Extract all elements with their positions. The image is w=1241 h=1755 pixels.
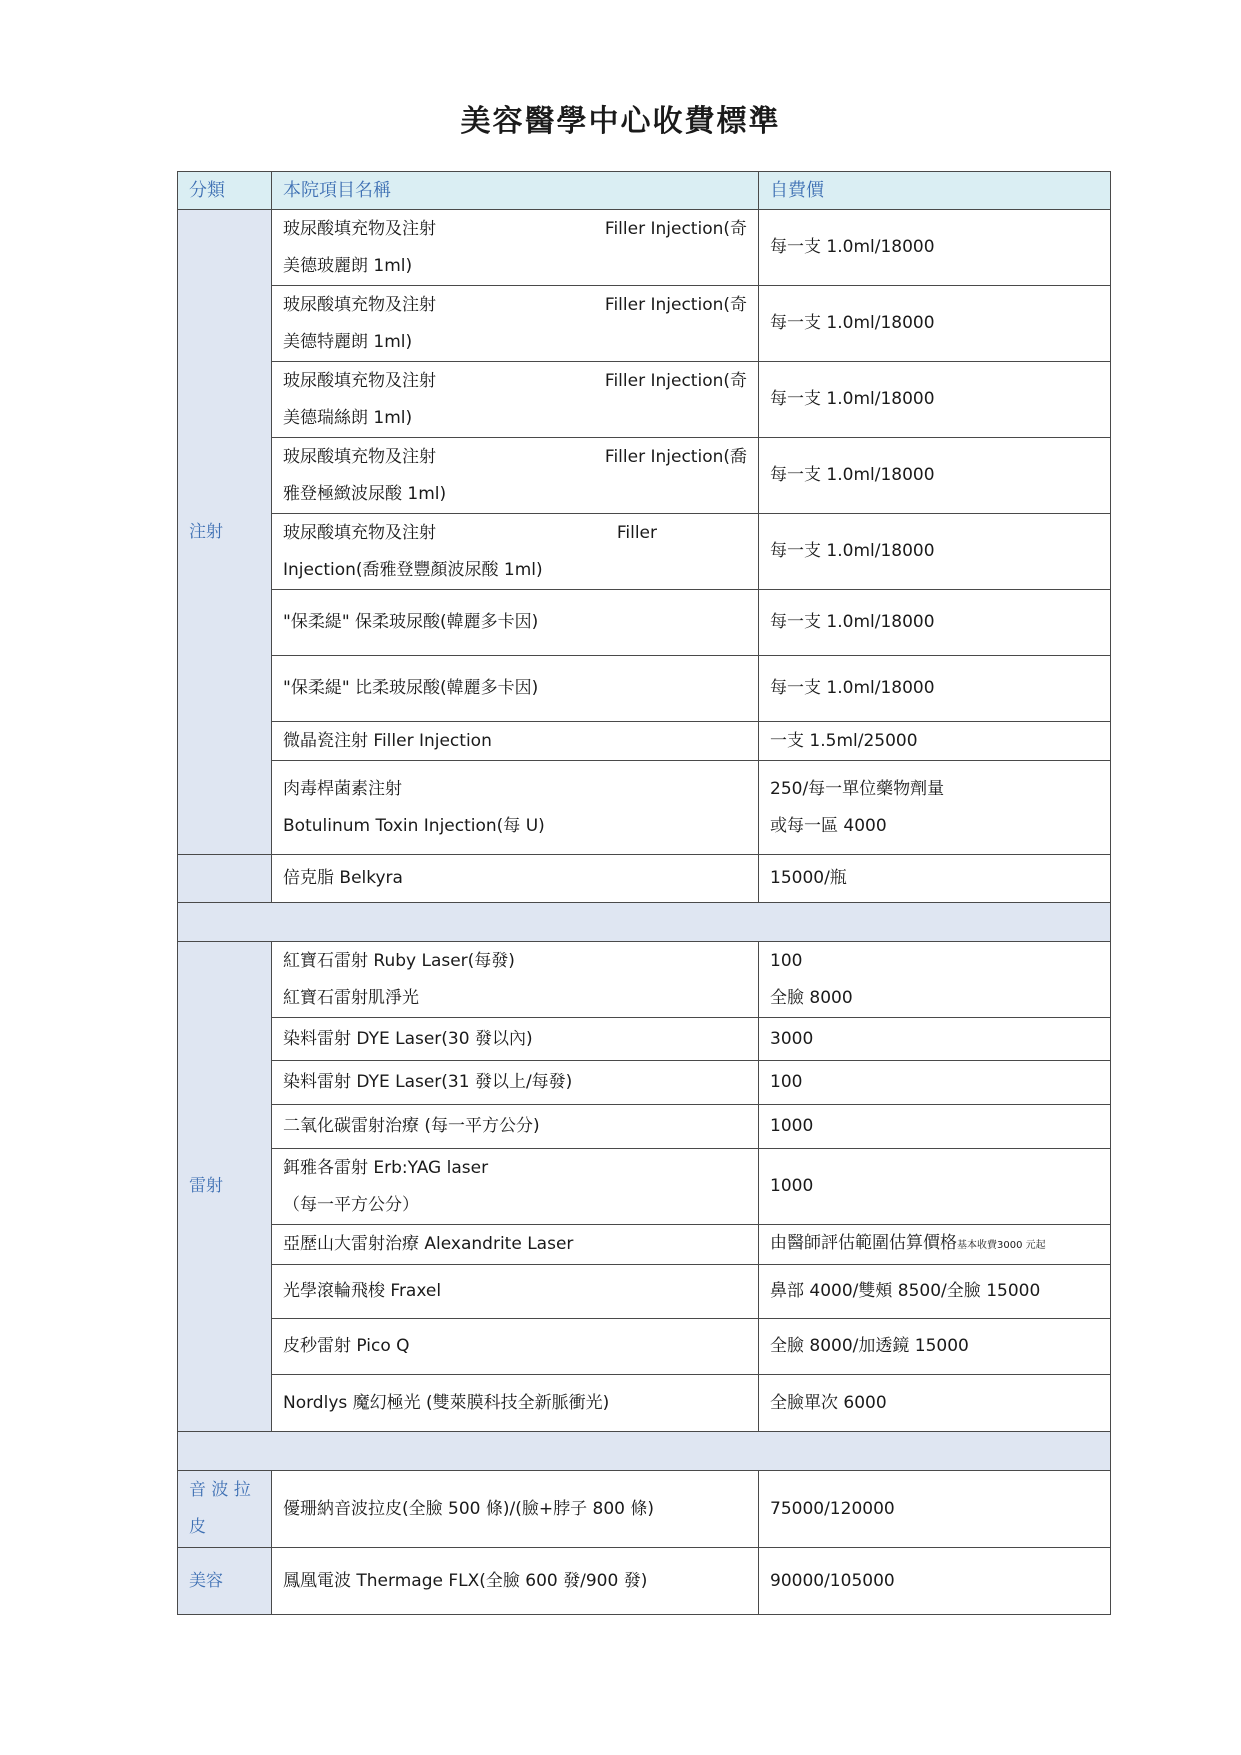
item-cell: 玻尿酸填充物及注射 Filler Injection(奇 美德特麗朗 1ml) (272, 286, 759, 362)
table-row (178, 761, 1111, 855)
table-row (178, 1225, 1111, 1265)
item-cell: 染料雷射 DYE Laser(30 發以內) (272, 1018, 759, 1061)
header-price: 自費價 (759, 172, 1111, 210)
item-cell: 鳳凰電波 Thermage FLX(全臉 600 發/900 發) (272, 1548, 759, 1615)
price-cell: 由醫師評估範圍估算價格基本收費3000 元起 (759, 1225, 1111, 1265)
price-cell: 每一支 1.0ml/18000 (759, 656, 1111, 722)
section-separator (178, 1432, 1111, 1471)
table-row (178, 1375, 1111, 1432)
category-beauty: 美容 (178, 1548, 272, 1615)
price-cell: 一支 1.5ml/25000 (759, 722, 1111, 761)
table-row (178, 210, 1111, 286)
table-row (178, 722, 1111, 761)
item-cell: "保柔緹" 比柔玻尿酸(韓麗多卡因) (272, 656, 759, 722)
price-cell: 每一支 1.0ml/18000 (759, 286, 1111, 362)
price-cell: 每一支 1.0ml/18000 (759, 590, 1111, 656)
header-category: 分類 (178, 172, 272, 210)
item-cell: 玻尿酸填充物及注射 Filler Injection(喬雅登豐顏波尿酸 1ml) (272, 514, 759, 590)
item-cell: 染料雷射 DYE Laser(31 發以上/每發) (272, 1061, 759, 1105)
price-cell: 250/每一單位藥物劑量 或每一區 4000 (759, 761, 1111, 855)
table-row (178, 855, 1111, 903)
item-cell: 優珊納音波拉皮(全臉 500 條)/(臉+脖子 800 條) (272, 1471, 759, 1548)
price-note: 基本收費3000 元起 (957, 1240, 1046, 1251)
table-header-row (178, 172, 1111, 210)
price-cell: 每一支 1.0ml/18000 (759, 210, 1111, 286)
category-ultrasound: 音 波 拉 皮 (178, 1471, 272, 1548)
item-cell: 紅寶石雷射 Ruby Laser(每發) 紅寶石雷射肌淨光 (272, 942, 759, 1018)
table-row (178, 362, 1111, 438)
table-row (178, 590, 1111, 656)
item-cell: 玻尿酸填充物及注射 Filler Injection(奇 美德瑞絲朗 1ml) (272, 362, 759, 438)
table-row (178, 1548, 1111, 1615)
header-item: 本院項目名稱 (272, 172, 759, 210)
item-cell: 倍克脂 Belkyra (272, 855, 759, 903)
price-cell: 每一支 1.0ml/18000 (759, 514, 1111, 590)
item-cell: 肉毒桿菌素注射 Botulinum Toxin Injection(每 U) (272, 761, 759, 855)
category-laser: 雷射 (178, 942, 272, 1432)
table-row (178, 942, 1111, 1018)
item-cell: 皮秒雷射 Pico Q (272, 1319, 759, 1375)
item-cell: 亞歷山大雷射治療 Alexandrite Laser (272, 1225, 759, 1265)
price-cell: 每一支 1.0ml/18000 (759, 438, 1111, 514)
table-row (178, 286, 1111, 362)
price-cell: 鼻部 4000/雙頰 8500/全臉 15000 (759, 1265, 1111, 1319)
table-row (178, 1265, 1111, 1319)
price-cell: 3000 (759, 1018, 1111, 1061)
table-row (178, 1105, 1111, 1149)
price-cell: 1000 (759, 1105, 1111, 1149)
price-cell: 75000/120000 (759, 1471, 1111, 1548)
page-title: 美容醫學中心收費標準 (460, 104, 781, 139)
price-cell: 每一支 1.0ml/18000 (759, 362, 1111, 438)
item-cell: 玻尿酸填充物及注射 Filler Injection(喬 雅登極緻波尿酸 1ml) (272, 438, 759, 514)
item-cell: 光學滾輪飛梭 Fraxel (272, 1265, 759, 1319)
table-row (178, 514, 1111, 590)
category-injection: 注射 (178, 210, 272, 855)
item-cell: "保柔緹" 保柔玻尿酸(韓麗多卡因) (272, 590, 759, 656)
fee-table (177, 171, 1111, 1615)
table-row (178, 1319, 1111, 1375)
item-cell: 鉺雅各雷射 Erb:YAG laser （每一平方公分） (272, 1149, 759, 1225)
table-row (178, 1018, 1111, 1061)
price-cell: 15000/瓶 (759, 855, 1111, 903)
item-cell: 玻尿酸填充物及注射 Filler Injection(奇 美德玻麗朗 1ml) (272, 210, 759, 286)
item-cell: 二氧化碳雷射治療 (每一平方公分) (272, 1105, 759, 1149)
price-cell: 全臉 8000/加透鏡 15000 (759, 1319, 1111, 1375)
price-cell: 1000 (759, 1149, 1111, 1225)
item-cell: 微晶瓷注射 Filler Injection (272, 722, 759, 761)
price-cell: 100 (759, 1061, 1111, 1105)
price-cell: 全臉單次 6000 (759, 1375, 1111, 1432)
table-row (178, 1061, 1111, 1105)
table-row (178, 1471, 1111, 1548)
item-cell: Nordlys 魔幻極光 (雙萊膜科技全新脈衝光) (272, 1375, 759, 1432)
table-row (178, 656, 1111, 722)
category-empty (178, 855, 272, 903)
section-separator (178, 903, 1111, 942)
price-cell: 90000/105000 (759, 1548, 1111, 1615)
table-row (178, 1149, 1111, 1225)
price-cell: 100 全臉 8000 (759, 942, 1111, 1018)
table-row (178, 438, 1111, 514)
